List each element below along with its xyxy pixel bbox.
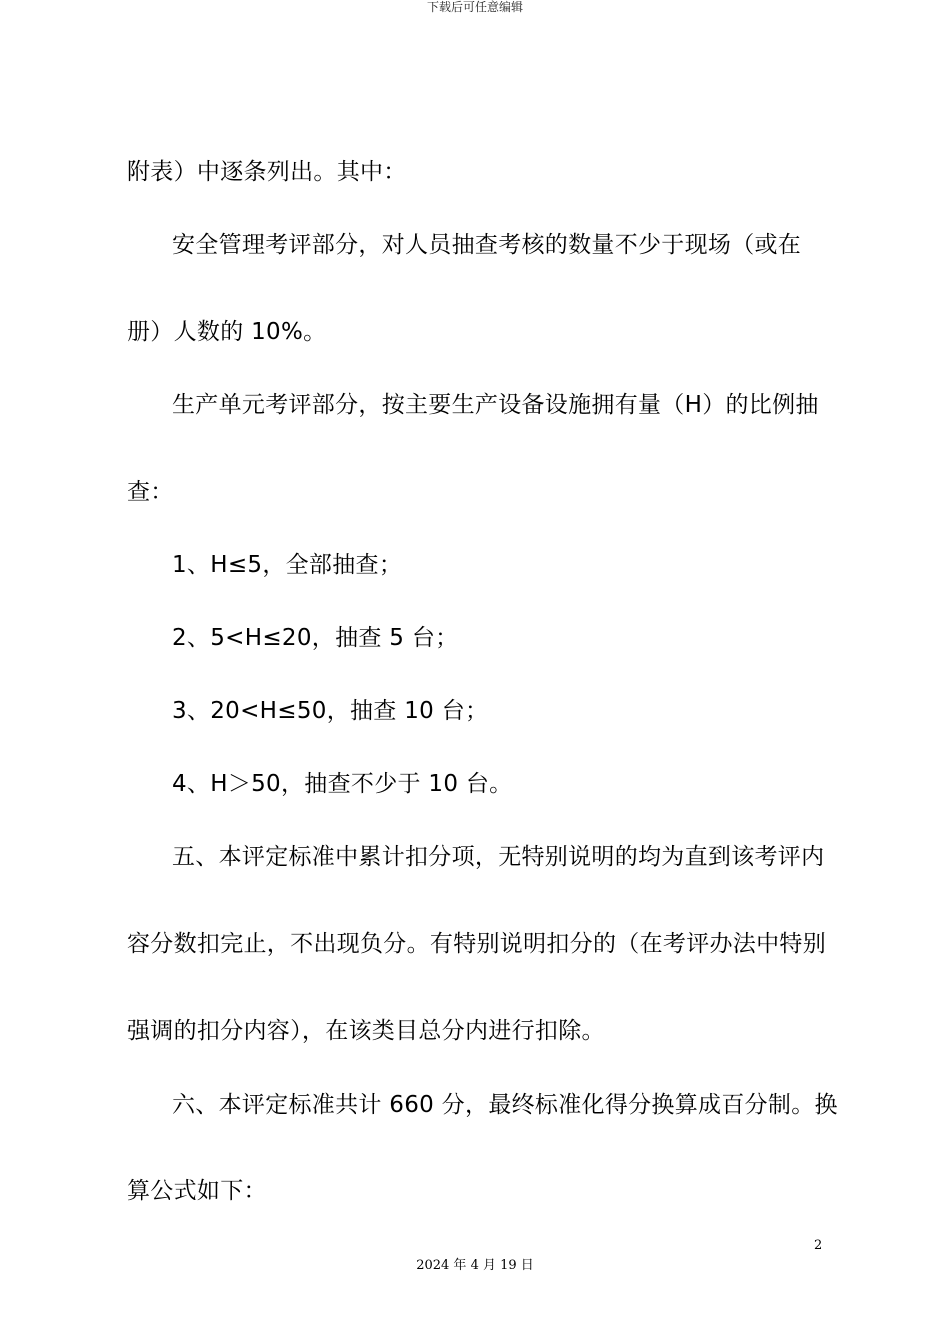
page-number: 2 — [814, 1238, 823, 1253]
body-line: 1、H≤5，全部抽查； — [172, 552, 403, 578]
body-line: 查： — [127, 479, 174, 505]
body-line: 4、H＞50，抽查不少于 10 台。 — [172, 771, 513, 797]
body-line: 册）人数的 10%。 — [127, 319, 327, 345]
header-note: 下载后可任意编辑 — [426, 0, 523, 14]
body-line: 算公式如下： — [127, 1178, 267, 1204]
body-line: 附表）中逐条列出。其中： — [127, 159, 407, 185]
body-line: 六、本评定标准共计 660 分，最终标准化得分换算成百分制。换 — [172, 1092, 838, 1118]
body-line: 五、本评定标准中累计扣分项，无特别说明的均为直到该考评内 — [172, 844, 825, 870]
body-line: 3、20<H≤50，抽查 10 台； — [172, 698, 489, 724]
body-line: 2、5<H≤20，抽查 5 台； — [172, 625, 459, 651]
body-line: 强调的扣分内容），在该类目总分内进行扣除。 — [127, 1018, 605, 1044]
footer-date: 2024 年 4 月 19 日 — [416, 1258, 534, 1273]
body-line: 生产单元考评部分，按主要生产设备设施拥有量（H）的比例抽 — [172, 392, 819, 418]
body-line: 容分数扣完止，不出现负分。有特别说明扣分的（在考评办法中特别 — [127, 931, 826, 957]
body-line: 安全管理考评部分，对人员抽查考核的数量不少于现场（或在 — [172, 232, 802, 258]
